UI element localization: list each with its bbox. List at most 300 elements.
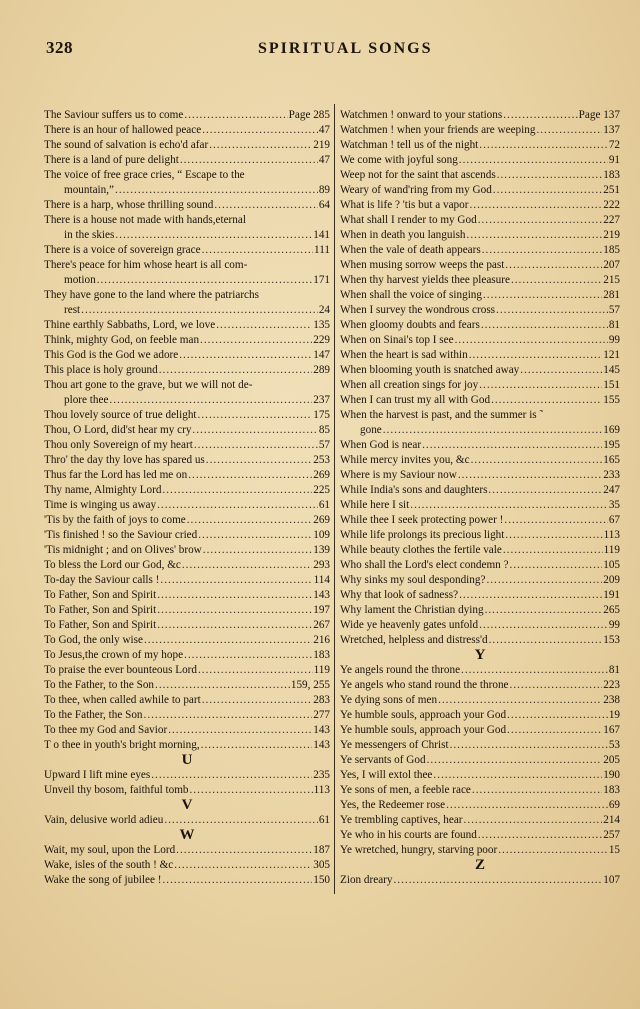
- index-entry: [340, 618, 620, 633]
- entry-page-number: 233: [603, 469, 620, 481]
- entry-title: Vain, delusive world adieu: [44, 814, 164, 826]
- dot-leader: [503, 543, 603, 558]
- entry-title: The Saviour suffers us to come: [44, 109, 184, 121]
- entry-title: Who shall the Lord's elect condemn ?: [340, 559, 509, 571]
- entry-page-number: 222: [603, 199, 620, 211]
- entry-page-number: 185: [603, 244, 620, 256]
- entry-title: When I survey the wondrous cross: [340, 304, 496, 316]
- dot-leader: [157, 498, 318, 513]
- index-entry: [340, 573, 620, 588]
- entry-page-number: 61: [318, 814, 330, 826]
- index-entry-line: Thou art gone to the grave, but we will not de-: [44, 379, 253, 391]
- dot-leader: [446, 798, 608, 813]
- entry-page-number: 143: [313, 724, 330, 736]
- entry-page-number: 15: [608, 844, 620, 856]
- entry-title: Thus far the Lord has led me on: [44, 469, 188, 481]
- dot-leader: [209, 138, 312, 153]
- dot-leader: [497, 168, 603, 183]
- dot-leader: [486, 573, 602, 588]
- entry-page-number: 155: [603, 394, 620, 406]
- index-entry: [44, 813, 330, 828]
- entry-title: To Jesus,the crown of my hope: [44, 649, 184, 661]
- dot-leader: [162, 873, 312, 888]
- dot-leader: [507, 723, 602, 738]
- index-entry: [340, 678, 620, 693]
- dot-leader: [479, 618, 608, 633]
- dot-leader: [174, 858, 312, 873]
- index-entry: [340, 423, 620, 438]
- entry-title: To bless the Lord our God, &c: [44, 559, 181, 571]
- dot-leader: [504, 513, 607, 528]
- index-entry: [340, 528, 620, 543]
- entry-title: Thine earthly Sabbaths, Lord, we love: [44, 319, 216, 331]
- index-entry: [340, 378, 620, 393]
- entry-title: To Father, Son and Spirit: [44, 589, 157, 601]
- entry-title: 'Tis midnight ; and on Olives' brow: [44, 544, 202, 556]
- index-entry: [44, 708, 330, 723]
- entry-title: There is a land of pure delight: [44, 154, 179, 166]
- entry-title: What is life ? 'tis but a vapor: [340, 199, 469, 211]
- dot-leader: [491, 393, 602, 408]
- dot-leader: [489, 633, 603, 648]
- dot-leader: [202, 243, 313, 258]
- index-entry: [44, 393, 330, 408]
- dot-leader: [198, 663, 313, 678]
- dot-leader: [144, 633, 312, 648]
- index-entry: [44, 768, 330, 783]
- index-entry: [340, 333, 620, 348]
- entry-title: Thou only Sovereign of my heart: [44, 439, 193, 451]
- index-entry: [44, 858, 330, 873]
- index-entry: [44, 363, 330, 378]
- index-entry: [44, 558, 330, 573]
- entry-title: Why lament the Christian dying: [340, 604, 484, 616]
- entry-title: To-day the Saviour calls !: [44, 574, 160, 586]
- dot-leader: [427, 753, 603, 768]
- entry-page-number: 153: [603, 634, 620, 646]
- entry-title: This place is holy ground: [44, 364, 158, 376]
- index-entry: [44, 273, 330, 288]
- entry-page-number: 195: [603, 439, 620, 451]
- index-entry: [340, 198, 620, 213]
- index-entry: [340, 243, 620, 258]
- index-entry: [44, 243, 330, 258]
- dot-leader: [115, 228, 312, 243]
- entry-title: Weary of wand'ring from my God: [340, 184, 492, 196]
- index-entry-line: The voice of free grace cries, “ Escape to the: [44, 169, 245, 181]
- entry-title: Ye angels round the throne: [340, 664, 461, 676]
- index-entry: [44, 153, 330, 168]
- entry-page-number: 159, 255: [290, 679, 330, 691]
- entry-title: motion: [64, 274, 96, 286]
- dot-leader: [160, 573, 312, 588]
- entry-page-number: 81: [608, 319, 620, 331]
- entry-page-number: 105: [603, 559, 620, 571]
- entry-page-number: 47: [318, 154, 330, 166]
- dot-leader: [394, 873, 603, 888]
- entry-title: When blooming youth is snatched away: [340, 364, 520, 376]
- entry-page-number: 81: [608, 664, 620, 676]
- index-entry: [340, 363, 620, 378]
- entry-page-number: Page 285: [288, 109, 330, 121]
- entry-title: When thy harvest yields thee pleasure: [340, 274, 510, 286]
- dot-leader: [97, 273, 313, 288]
- entry-page-number: 191: [603, 589, 620, 601]
- entry-page-number: 265: [603, 604, 620, 616]
- index-entry: [44, 333, 330, 348]
- dot-leader: [511, 273, 602, 288]
- index-entry: [44, 543, 330, 558]
- index-entry: [44, 318, 330, 333]
- entry-page-number: 111: [314, 244, 330, 256]
- index-entry: [44, 588, 330, 603]
- index-entry: [340, 768, 620, 783]
- entry-title: Ye dying sons of men: [340, 694, 438, 706]
- index-entry: [340, 513, 620, 528]
- dot-leader: [176, 843, 312, 858]
- dot-leader: [157, 618, 312, 633]
- index-entry: [340, 138, 620, 153]
- entry-page-number: 283: [313, 694, 330, 706]
- dot-leader: [455, 333, 608, 348]
- index-entry-line: There's peace for him whose heart is all com-: [44, 259, 248, 271]
- section-letter: U: [181, 752, 193, 768]
- index-entry: [44, 468, 330, 483]
- entry-title: Ye angels who stand round the throne: [340, 679, 509, 691]
- dot-leader: [190, 783, 313, 798]
- entry-title: 'Tis by the faith of joys to come: [44, 514, 186, 526]
- entry-page-number: 85: [318, 424, 330, 436]
- dot-leader: [483, 288, 602, 303]
- entry-title: There is a voice of sovereign grace: [44, 244, 201, 256]
- index-entry: [44, 678, 330, 693]
- index-entry: [44, 408, 330, 423]
- entry-page-number: 175: [313, 409, 330, 421]
- entry-page-number: 91: [608, 154, 620, 166]
- entry-page-number: 147: [313, 349, 330, 361]
- entry-page-number: 197: [313, 604, 330, 616]
- entry-page-number: 89: [318, 184, 330, 196]
- entry-page-number: 107: [603, 874, 620, 886]
- entry-page-number: 99: [608, 619, 620, 631]
- entry-page-number: 171: [313, 274, 330, 286]
- dot-leader: [458, 468, 602, 483]
- index-entry: [340, 438, 620, 453]
- entry-title: What shall I render to my God: [340, 214, 477, 226]
- entry-page-number: 150: [313, 874, 330, 886]
- index-entry: [340, 288, 620, 303]
- dot-leader: [461, 663, 608, 678]
- entry-page-number: 57: [608, 304, 620, 316]
- index-entry: [44, 198, 330, 213]
- dot-leader: [198, 528, 312, 543]
- entry-page-number: 113: [603, 529, 620, 541]
- index-entry: [44, 633, 330, 648]
- entry-page-number: 253: [313, 454, 330, 466]
- entry-page-number: 141: [313, 229, 330, 241]
- index-entry: [44, 603, 330, 618]
- entry-title: To thee my God and Savior: [44, 724, 168, 736]
- entry-title: This God is the God we adore: [44, 349, 179, 361]
- entry-title: To Father, Son and Spirit: [44, 619, 157, 631]
- dot-leader: [503, 108, 577, 123]
- entry-title: When all creation sings for joy: [340, 379, 479, 391]
- dot-leader: [159, 363, 312, 378]
- entry-title: Weep not for the saint that ascends: [340, 169, 496, 181]
- entry-page-number: 145: [603, 364, 620, 376]
- dot-leader: [155, 678, 290, 693]
- entry-page-number: 183: [313, 649, 330, 661]
- dot-leader: [478, 213, 603, 228]
- dot-leader: [479, 378, 602, 393]
- entry-title: Ye messengers of Christ: [340, 739, 449, 751]
- dot-leader: [410, 498, 608, 513]
- dot-leader: [115, 183, 318, 198]
- entry-title: To Father, Son and Spirit: [44, 604, 157, 616]
- entry-page-number: 35: [608, 499, 620, 511]
- entry-page-number: 67: [608, 514, 620, 526]
- entry-title: Yes, I will extol thee: [340, 769, 433, 781]
- index-entry: [340, 108, 620, 123]
- entry-page-number: 53: [608, 739, 620, 751]
- entry-title: The sound of salvation is echo'd afar: [44, 139, 209, 151]
- entry-page-number: 257: [603, 829, 620, 841]
- entry-title: While India's sons and daughters: [340, 484, 488, 496]
- entry-title: While life prolongs its precious light: [340, 529, 505, 541]
- entry-title: When the heart is sad within: [340, 349, 468, 361]
- page-number: 328: [46, 38, 73, 57]
- dot-leader: [438, 693, 602, 708]
- dot-leader: [187, 513, 312, 528]
- index-entry: [340, 393, 620, 408]
- index-entry: [340, 183, 620, 198]
- entry-title: When on Sinai's top I see: [340, 334, 454, 346]
- entry-title: Yes, the Redeemer rose: [340, 799, 446, 811]
- dot-leader: [180, 153, 318, 168]
- column-divider: [334, 104, 335, 894]
- index-column-left: [44, 108, 330, 888]
- entry-title: When God is near: [340, 439, 422, 451]
- index-entry: [340, 603, 620, 618]
- index-entry: [340, 708, 620, 723]
- entry-page-number: 114: [313, 574, 330, 586]
- entry-title: 'Tis finished ! so the Saviour cried: [44, 529, 198, 541]
- entry-title: Watchmen ! when your friends are weeping: [340, 124, 536, 136]
- dot-leader: [507, 708, 608, 723]
- index-entry-line: They have gone to the land where the patriarchs: [44, 289, 259, 301]
- dot-leader: [216, 318, 312, 333]
- index-entry: [44, 483, 330, 498]
- entry-page-number: 72: [608, 139, 620, 151]
- index-entry: [44, 453, 330, 468]
- entry-title: There is an hour of hallowed peace: [44, 124, 202, 136]
- index-entry: [44, 108, 330, 123]
- entry-page-number: 305: [313, 859, 330, 871]
- entry-page-number: 223: [603, 679, 620, 691]
- index-entry: [340, 663, 620, 678]
- index-entry: [44, 423, 330, 438]
- entry-title: Watchmen ! onward to your stations: [340, 109, 503, 121]
- entry-title: Thro' the day thy love has spared us: [44, 454, 205, 466]
- dot-leader: [194, 438, 318, 453]
- entry-page-number: 57: [318, 439, 330, 451]
- entry-title: To praise the ever bounteous Lord: [44, 664, 197, 676]
- entry-page-number: 19: [608, 709, 620, 721]
- entry-title: To God, the only wise: [44, 634, 143, 646]
- index-entry: [340, 723, 620, 738]
- entry-page-number: 235: [313, 769, 330, 781]
- entry-page-number: 143: [313, 589, 330, 601]
- index-entry: [340, 783, 620, 798]
- dot-leader: [450, 738, 608, 753]
- dot-leader: [493, 183, 602, 198]
- index-entry: [44, 693, 330, 708]
- entry-page-number: 109: [313, 529, 330, 541]
- index-entry: [340, 873, 620, 888]
- index-entry: [44, 123, 330, 138]
- entry-page-number: 137: [603, 124, 620, 136]
- dot-leader: [469, 198, 602, 213]
- dot-leader: [383, 423, 602, 438]
- entry-page-number: 277: [313, 709, 330, 721]
- entry-title: We come with joyful song: [340, 154, 458, 166]
- index-entry: [44, 723, 330, 738]
- entry-page-number: 229: [313, 334, 330, 346]
- index-entry: [44, 498, 330, 513]
- entry-title: When the vale of death appears: [340, 244, 481, 256]
- entry-title: Why that look of sadness?: [340, 589, 459, 601]
- index-entry: [340, 693, 620, 708]
- dot-leader: [510, 558, 603, 573]
- entry-page-number: 121: [603, 349, 620, 361]
- entry-page-number: 183: [603, 169, 620, 181]
- index-entry: [340, 558, 620, 573]
- dot-leader: [459, 153, 608, 168]
- entry-title: Wake the song of jubilee !: [44, 874, 162, 886]
- entry-page-number: 143: [313, 739, 330, 751]
- dot-leader: [536, 123, 602, 138]
- entry-title: plore thee: [64, 394, 109, 406]
- entry-title: While mercy invites you, &c: [340, 454, 470, 466]
- index-entry: [44, 183, 330, 198]
- entry-title: There is a harp, whose thrilling sound: [44, 199, 214, 211]
- index-entry: [340, 258, 620, 273]
- entry-title: Ye humble souls, approach your God: [340, 724, 507, 736]
- entry-title: Think, mighty God, on feeble man: [44, 334, 200, 346]
- entry-title: While here I sit: [340, 499, 410, 511]
- entry-page-number: 139: [313, 544, 330, 556]
- dot-leader: [202, 693, 313, 708]
- entry-title: Wide ye heavenly gates unfold: [340, 619, 479, 631]
- index-entry: [340, 483, 620, 498]
- index-entry: [340, 498, 620, 513]
- entry-page-number: 214: [603, 814, 620, 826]
- page-header: [0, 38, 640, 64]
- index-entry: [340, 453, 620, 468]
- dot-leader: [505, 258, 602, 273]
- entry-title: Thou, O Lord, did'st hear my cry: [44, 424, 192, 436]
- index-entry: [340, 273, 620, 288]
- index-entry-line: When the harvest is past, and the summer is ˜: [340, 409, 544, 421]
- entry-title: mountain,”: [64, 184, 115, 196]
- index-entry: [340, 798, 620, 813]
- index-entry: [340, 213, 620, 228]
- dot-leader: [467, 228, 603, 243]
- entry-page-number: 61: [318, 499, 330, 511]
- entry-page-number: 238: [603, 694, 620, 706]
- index-entry: [340, 348, 620, 363]
- entry-title: Unveil thy bosom, faithful tomb: [44, 784, 189, 796]
- dot-leader: [81, 303, 318, 318]
- index-entry: [340, 753, 620, 768]
- entry-title: To the Father, the Son: [44, 709, 143, 721]
- dot-leader: [469, 348, 603, 363]
- index-entry: [340, 168, 620, 183]
- entry-title: T o thee in youth's bright morning,: [44, 739, 200, 751]
- dot-leader: [481, 318, 608, 333]
- entry-page-number: 251: [603, 184, 620, 196]
- entry-page-number: 151: [603, 379, 620, 391]
- entry-page-number: 47: [318, 124, 330, 136]
- section-letter: Y: [474, 647, 486, 663]
- dot-leader: [162, 483, 312, 498]
- dot-leader: [479, 138, 608, 153]
- entry-title: Watchman ! tell us of the night: [340, 139, 479, 151]
- index-entry: [340, 813, 620, 828]
- entry-page-number: 167: [603, 724, 620, 736]
- entry-title: Ye wretched, hungry, starving poor: [340, 844, 498, 856]
- section-letter: V: [181, 797, 193, 813]
- entry-page-number: 269: [313, 469, 330, 481]
- dot-leader: [214, 198, 317, 213]
- index-entry: [340, 153, 620, 168]
- entry-title: gone: [360, 424, 382, 436]
- index-entry: [44, 843, 330, 858]
- index-column-right: [340, 108, 620, 888]
- entry-title: To the Father, to the Son: [44, 679, 155, 691]
- entry-page-number: 267: [313, 619, 330, 631]
- entry-title: in the skies: [64, 229, 115, 241]
- entry-title: Ye trembling captives, hear: [340, 814, 463, 826]
- entry-page-number: 219: [603, 229, 620, 241]
- dot-leader: [164, 813, 318, 828]
- entry-title: Thou lovely source of true delight: [44, 409, 197, 421]
- dot-leader: [157, 588, 312, 603]
- dot-leader: [478, 828, 602, 843]
- entry-page-number: 293: [313, 559, 330, 571]
- entry-title: Wake, isles of the south ! &c: [44, 859, 174, 871]
- index-entry: [340, 543, 620, 558]
- index-entry: [44, 783, 330, 798]
- entry-title: Where is my Saviour now: [340, 469, 457, 481]
- index-entry: [44, 348, 330, 363]
- dot-leader: [168, 723, 312, 738]
- index-entry: [340, 318, 620, 333]
- entry-page-number: 64: [318, 199, 330, 211]
- entry-title: While beauty clothes the fertile vale: [340, 544, 502, 556]
- dot-leader: [422, 438, 602, 453]
- entry-page-number: 190: [603, 769, 620, 781]
- dot-leader: [520, 363, 602, 378]
- entry-title: When in death you languish: [340, 229, 466, 241]
- index-entry: [44, 618, 330, 633]
- dot-leader: [482, 243, 603, 258]
- dot-leader: [485, 603, 603, 618]
- index-entry: [44, 513, 330, 528]
- index-entry: [340, 588, 620, 603]
- entry-page-number: 119: [313, 664, 330, 676]
- entry-page-number: 247: [603, 484, 620, 496]
